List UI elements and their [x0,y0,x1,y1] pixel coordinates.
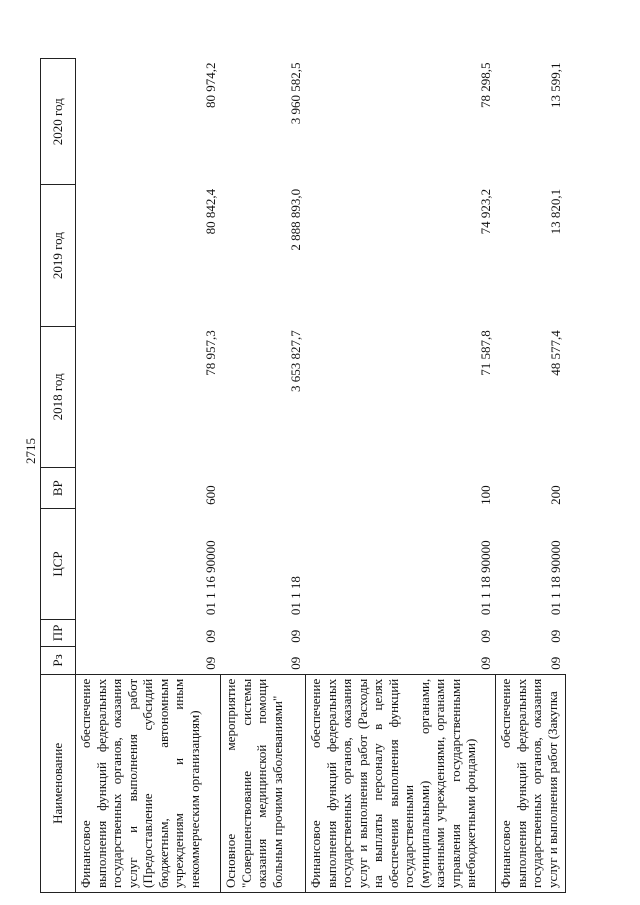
row-2020: 80 974,2 [202,62,218,108]
row-rz: 09 [477,656,493,670]
table-row [76,59,221,893]
row-vr: 600 [202,485,218,505]
row-rz: 09 [202,656,218,670]
row-csr: 01 1 18 90000 [477,540,493,616]
row-2018: 48 577,4 [547,330,563,376]
row-rz: 09 [547,656,563,670]
header-csr: ЦСР [41,509,76,619]
row-name: Финансовое обеспечение выполнения функций федеральных государственных органов, оказания услуг и выполнения работ (Расходы на выплаты персоналу в целях обеспечения выполнения функций государственными (муниципальными) органами, казенными учреждениями, органами управления государственными внебюджетными фондами) [306,674,496,892]
budget-table [40,58,566,893]
table-header-row [41,59,76,893]
row-vr: 100 [477,485,493,505]
row-2020: 3 960 582,5 [287,62,303,125]
row-2018: 3 653 827,7 [287,330,303,392]
header-name: Наименование [41,674,76,892]
header-2018: 2018 год [41,326,76,467]
row-2019: 74 923,2 [477,188,493,235]
row-2018: 78 957,3 [202,330,218,376]
row-vr [221,468,306,509]
row-2019: 13 820,1 [547,188,563,235]
row-name: Финансовое обеспечение выполнения функций федеральных государственных органов, оказания услуг и выполнения работ (Закупка [496,674,566,892]
table-row [306,59,496,893]
row-pr: 09 [202,629,218,643]
row-2019: 2 888 893,0 [287,188,303,251]
rotated-table-container [40,58,610,893]
row-2020: 13 599,1 [547,62,563,108]
page-number: 2715 [23,438,38,464]
row-csr: 01 1 18 [287,576,303,616]
header-2019: 2019 год [41,185,76,326]
row-pr: 09 [547,629,563,643]
row-2018: 71 587,8 [477,330,493,376]
row-2019: 80 842,4 [202,188,218,235]
header-rz: Рз [41,647,76,675]
row-csr: 01 1 18 90000 [547,540,563,616]
row-vr: 200 [547,485,563,505]
row-csr: 01 1 16 90000 [202,540,218,616]
row-name: Финансовое обеспечение выполнения функций федеральных государственных органов, оказания услуг и выполнения работ (Предоставление субсидий бюджетным, автономным учреждениям и иным некоммерческим организациям) [76,674,221,892]
table-row [496,59,566,893]
header-vr: ВР [41,468,76,509]
row-rz: 09 [287,656,303,670]
row-pr: 09 [287,629,303,643]
header-pr: ПР [41,619,76,647]
row-name: Основное мероприятие "Совершенствование системы оказания медицинской помощи больным прочими заболеваниями" [221,674,306,892]
row-pr: 09 [477,629,493,643]
row-2020: 78 298,5 [477,62,493,108]
table-row [221,59,306,893]
header-2020: 2020 год [41,59,76,185]
